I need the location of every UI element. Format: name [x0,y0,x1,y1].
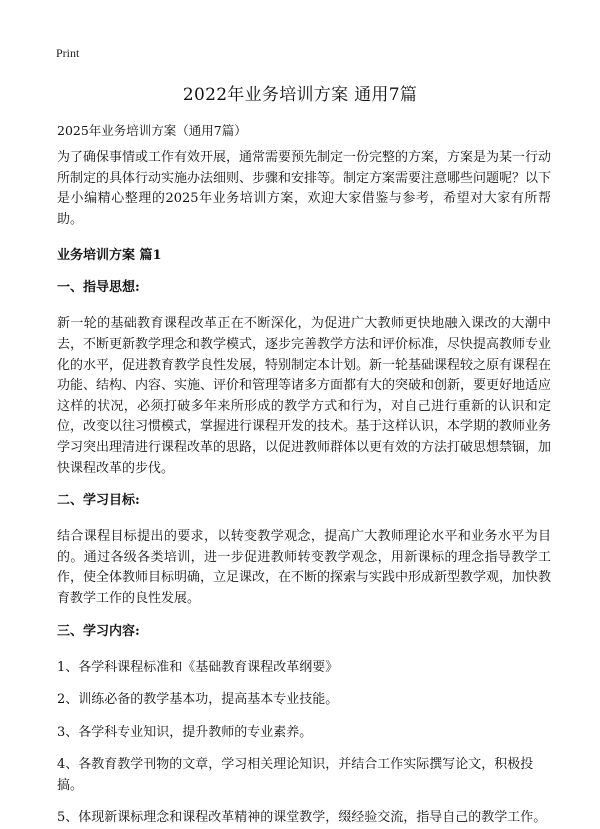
list-item: 4、各教育教学刊物的文章，学习相关理论知识，并结合工作实际撰写论文，积极投搞。 [57,757,534,793]
section-body-learning-goals: 结合课程目标提出的要求，以转变教学观念，提高广大教师理论水平和业务水平为目的。通过各级各类培训，进一步促进教师转变教学观念，用新课标的理念指导教学工作，使全体教师目标明确，立足课改，在不断的探索与实践中形成新型教学观，加快教育教学工作的良性发展。 [57,529,552,606]
list-item: 5、体现新课标理念和课程改革精神的课堂教学，缀经验交流，指导自己的教学工作。 [57,810,547,826]
section-heading-learning-goals: 二、学习目标: [57,493,140,509]
intro-paragraph: 为了确保事情或工作有效开展，通常需要预先制定一份完整的方案，方案是为某一行动所制定的具体行动实施办法细则、步骤和安排等。制定方案需要注意哪些问题呢？以下是小编精心整理的2025年业务培训方案，欢迎大家借鉴与参考，希望对大家有所帮助。 [57,150,552,227]
document-subtitle: 2025年业务培训方案（通用7篇） [57,123,247,138]
list-item: 3、各学科专业知识，提升教师的专业素养。 [57,724,313,740]
document-body [57,122,551,829]
document-title: 2022年业务培训方案 通用7篇 [182,85,418,105]
print-link[interactable]: Print [56,46,80,60]
chapter-title: 业务培训方案 篇1 [57,248,162,264]
section-heading-guiding-ideology: 一、指导思想: [57,280,140,296]
list-item: 1、各学科课程标准和《基础教育课程改革纲要》 [57,659,339,675]
section-heading-learning-content: 三、学习内容: [57,623,140,639]
list-item: 2、训练必备的教学基本功，提高基本专业技能。 [57,692,339,708]
section-body-guiding-ideology: 新一轮的基础教育课程改革正在不断深化，为促进广大教师更快地融入课改的大潮中去，不断更新教学理念和教学模式，逐步完善教学方法和评价标准，尽快提高教师专业化的水平，促进教育教学良性发展，特别制定本计划。新一轮基础课程较之原有课程在功能、结构、内容、实施、评价和管理等诸多方面都有大的突破和创新，要更好地适应这样的状况，必须打破多年来所形成的教学方式和行为，对自己进行重新的认识和定位，改变以往习惯模式，掌握进行课程开发的技术。基于这样认识，本学期的教师业务学习突出理清进行课程改革的思路，以促进教师群体以更有效的方法打破思想禁锢，加快课程改革的步伐。 [57,316,552,476]
